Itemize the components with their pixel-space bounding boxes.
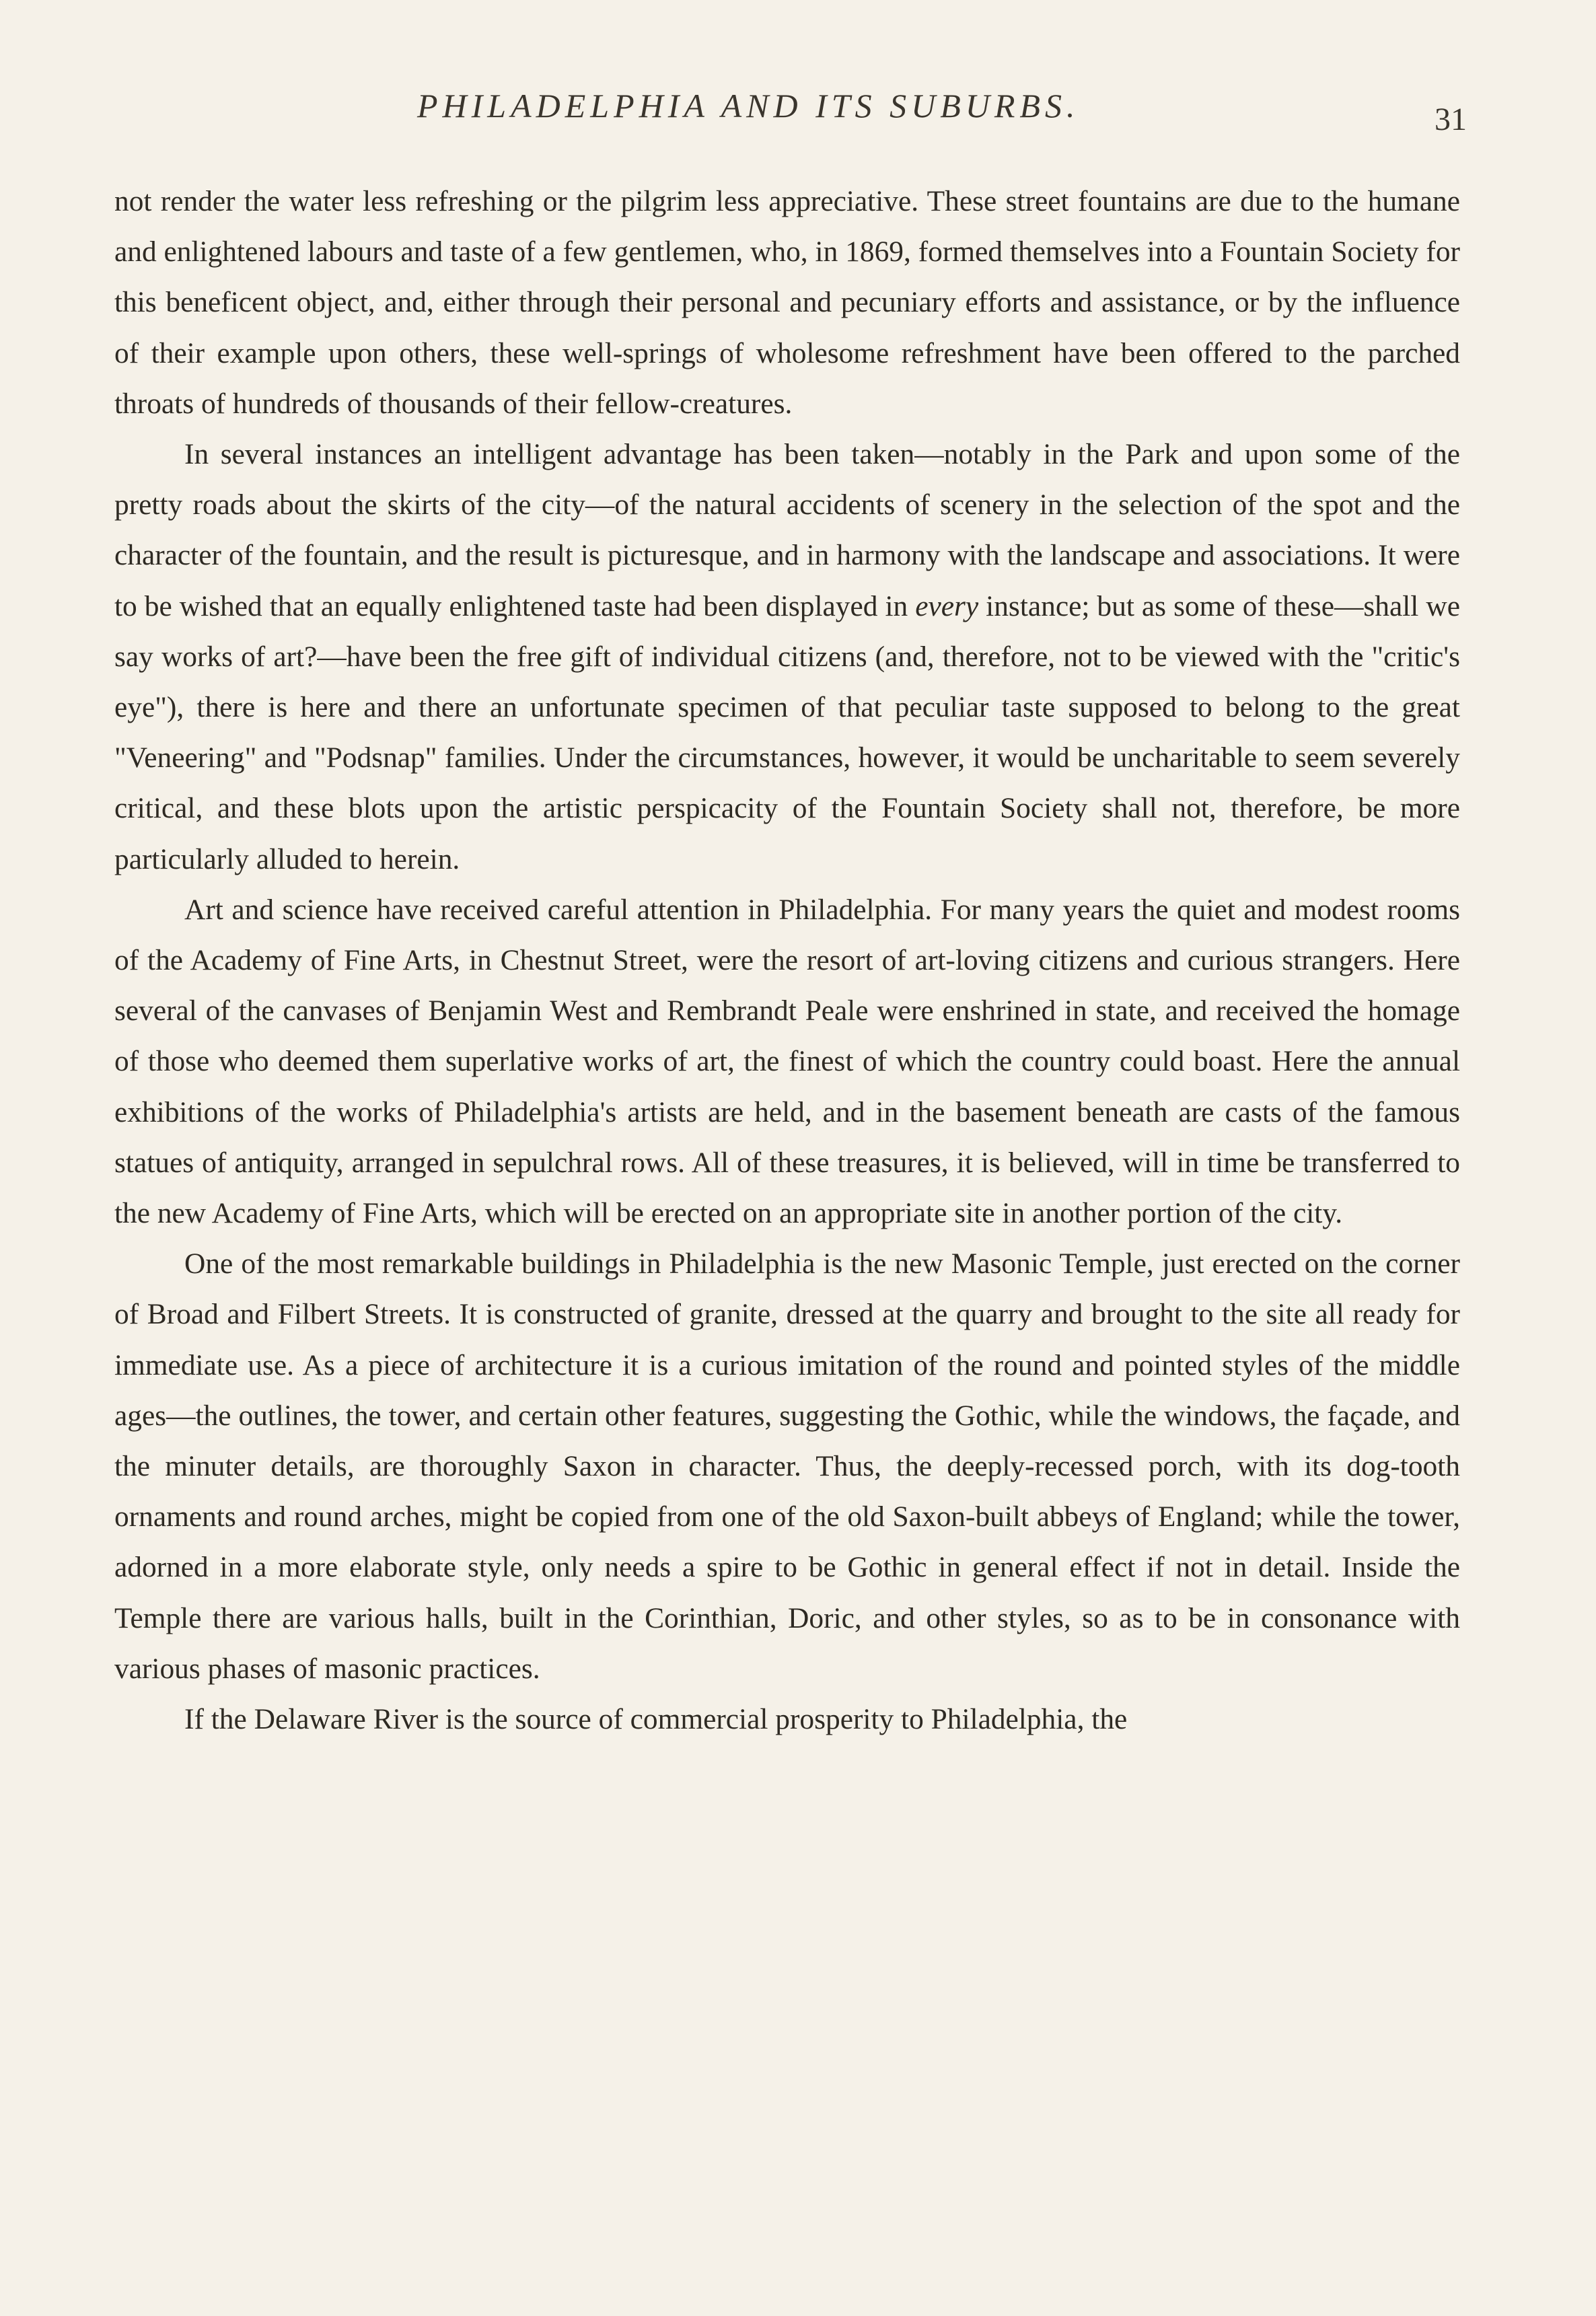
body-text (114, 176, 1460, 1745)
paragraph-fountain-scenery-end: instance; but as some of these—shall we say works of art?—have been the free gift of individual citizens (and, therefore, not to be viewed with the "critic's eye"), there is here and there an unfortunate specimen of that peculiar taste supposed to belong to the great "Veneering" and "Podsnap" families. Under the circumstances, however, it would be uncharitable to seem severely critical, and these blots upon the artistic perspicacity of the Fountain Society shall not, therefore, be more particularly alluded to herein. (114, 589, 1460, 875)
running-head (114, 86, 1467, 147)
paragraph-fountain-scenery (114, 429, 1460, 885)
paragraph-fountain-society: not render the water less refreshing or the pilgrim less appreciative. These street fountains are due to the humane and enlightened labours and taste of a few gentlemen, who, in 1869, formed themselves into a Fountain Society for this beneficent object, and, either through their personal and pecuniary efforts and assistance, or by the influence of their example upon others, these well-springs of wholesome refreshment have been offered to the parched throats of hundreds of thousands of their fellow-creatures. (114, 185, 1460, 420)
paragraph-delaware-river: If the Delaware River is the source of commercial prosperity to Philadelphia, the (184, 1703, 1128, 1736)
page-number: 31 (1435, 102, 1467, 137)
paragraph-masonic-temple: One of the most remarkable buildings in Philadelphia is the new Masonic Temple, just erected on the corner of Broad and Filbert Streets. It is constructed of granite, dressed at the quarry and brought to the site all ready for immediate use. As a piece of architecture it is a curious imitation of the round and pointed styles of the middle ages—the outlines, the tower, and certain other features, suggesting the Gothic, while the windows, the façade, and the minuter details, are thoroughly Saxon in character. Thus, the deeply-recessed porch, with its dog-tooth ornaments and round arches, might be copied from one of the old Saxon-built abbeys of England; while the tower, adorned in a more elaborate style, only needs a spire to be Gothic in general effect if not in detail. Inside the Temple there are various halls, built in the Corinthian, Doric, and other styles, so as to be in consonance with various phases of masonic practices. (114, 1247, 1460, 1685)
running-title: PHILADELPHIA AND ITS SUBURBS. (417, 87, 1080, 124)
paragraph-fountain-scenery-start: In several instances an intelligent advantage has been taken—notably in the Park and upon some of the pretty roads about the skirts of the city—of the natural accidents of scenery in the selection of the spot and the character of the fountain, and the result is picturesque, and in harmony with the landscape and associations. It were to be wished that an equally enlightened taste had been displayed in (114, 438, 1460, 622)
emphasis-every: every (915, 589, 979, 622)
paragraph-academy-fine-arts: Art and science have received careful attention in Philadelphia. For many years the quiet and modest rooms of the Academy of Fine Arts, in Chestnut Street, were the resort of art-loving citizens and curious strangers. Here several of the canvases of Benjamin West and Rembrandt Peale were enshrined in state, and received the homage of those who deemed them superlative works of art, the finest of which the country could boast. Here the annual exhibitions of the works of Philadelphia's artists are held, and in the basement beneath are casts of the famous statues of antiquity, arranged in sepulchral rows. All of these treasures, it is believed, will in time be transferred to the new Academy of Fine Arts, which will be erected on an appropriate site in another portion of the city. (114, 893, 1460, 1230)
